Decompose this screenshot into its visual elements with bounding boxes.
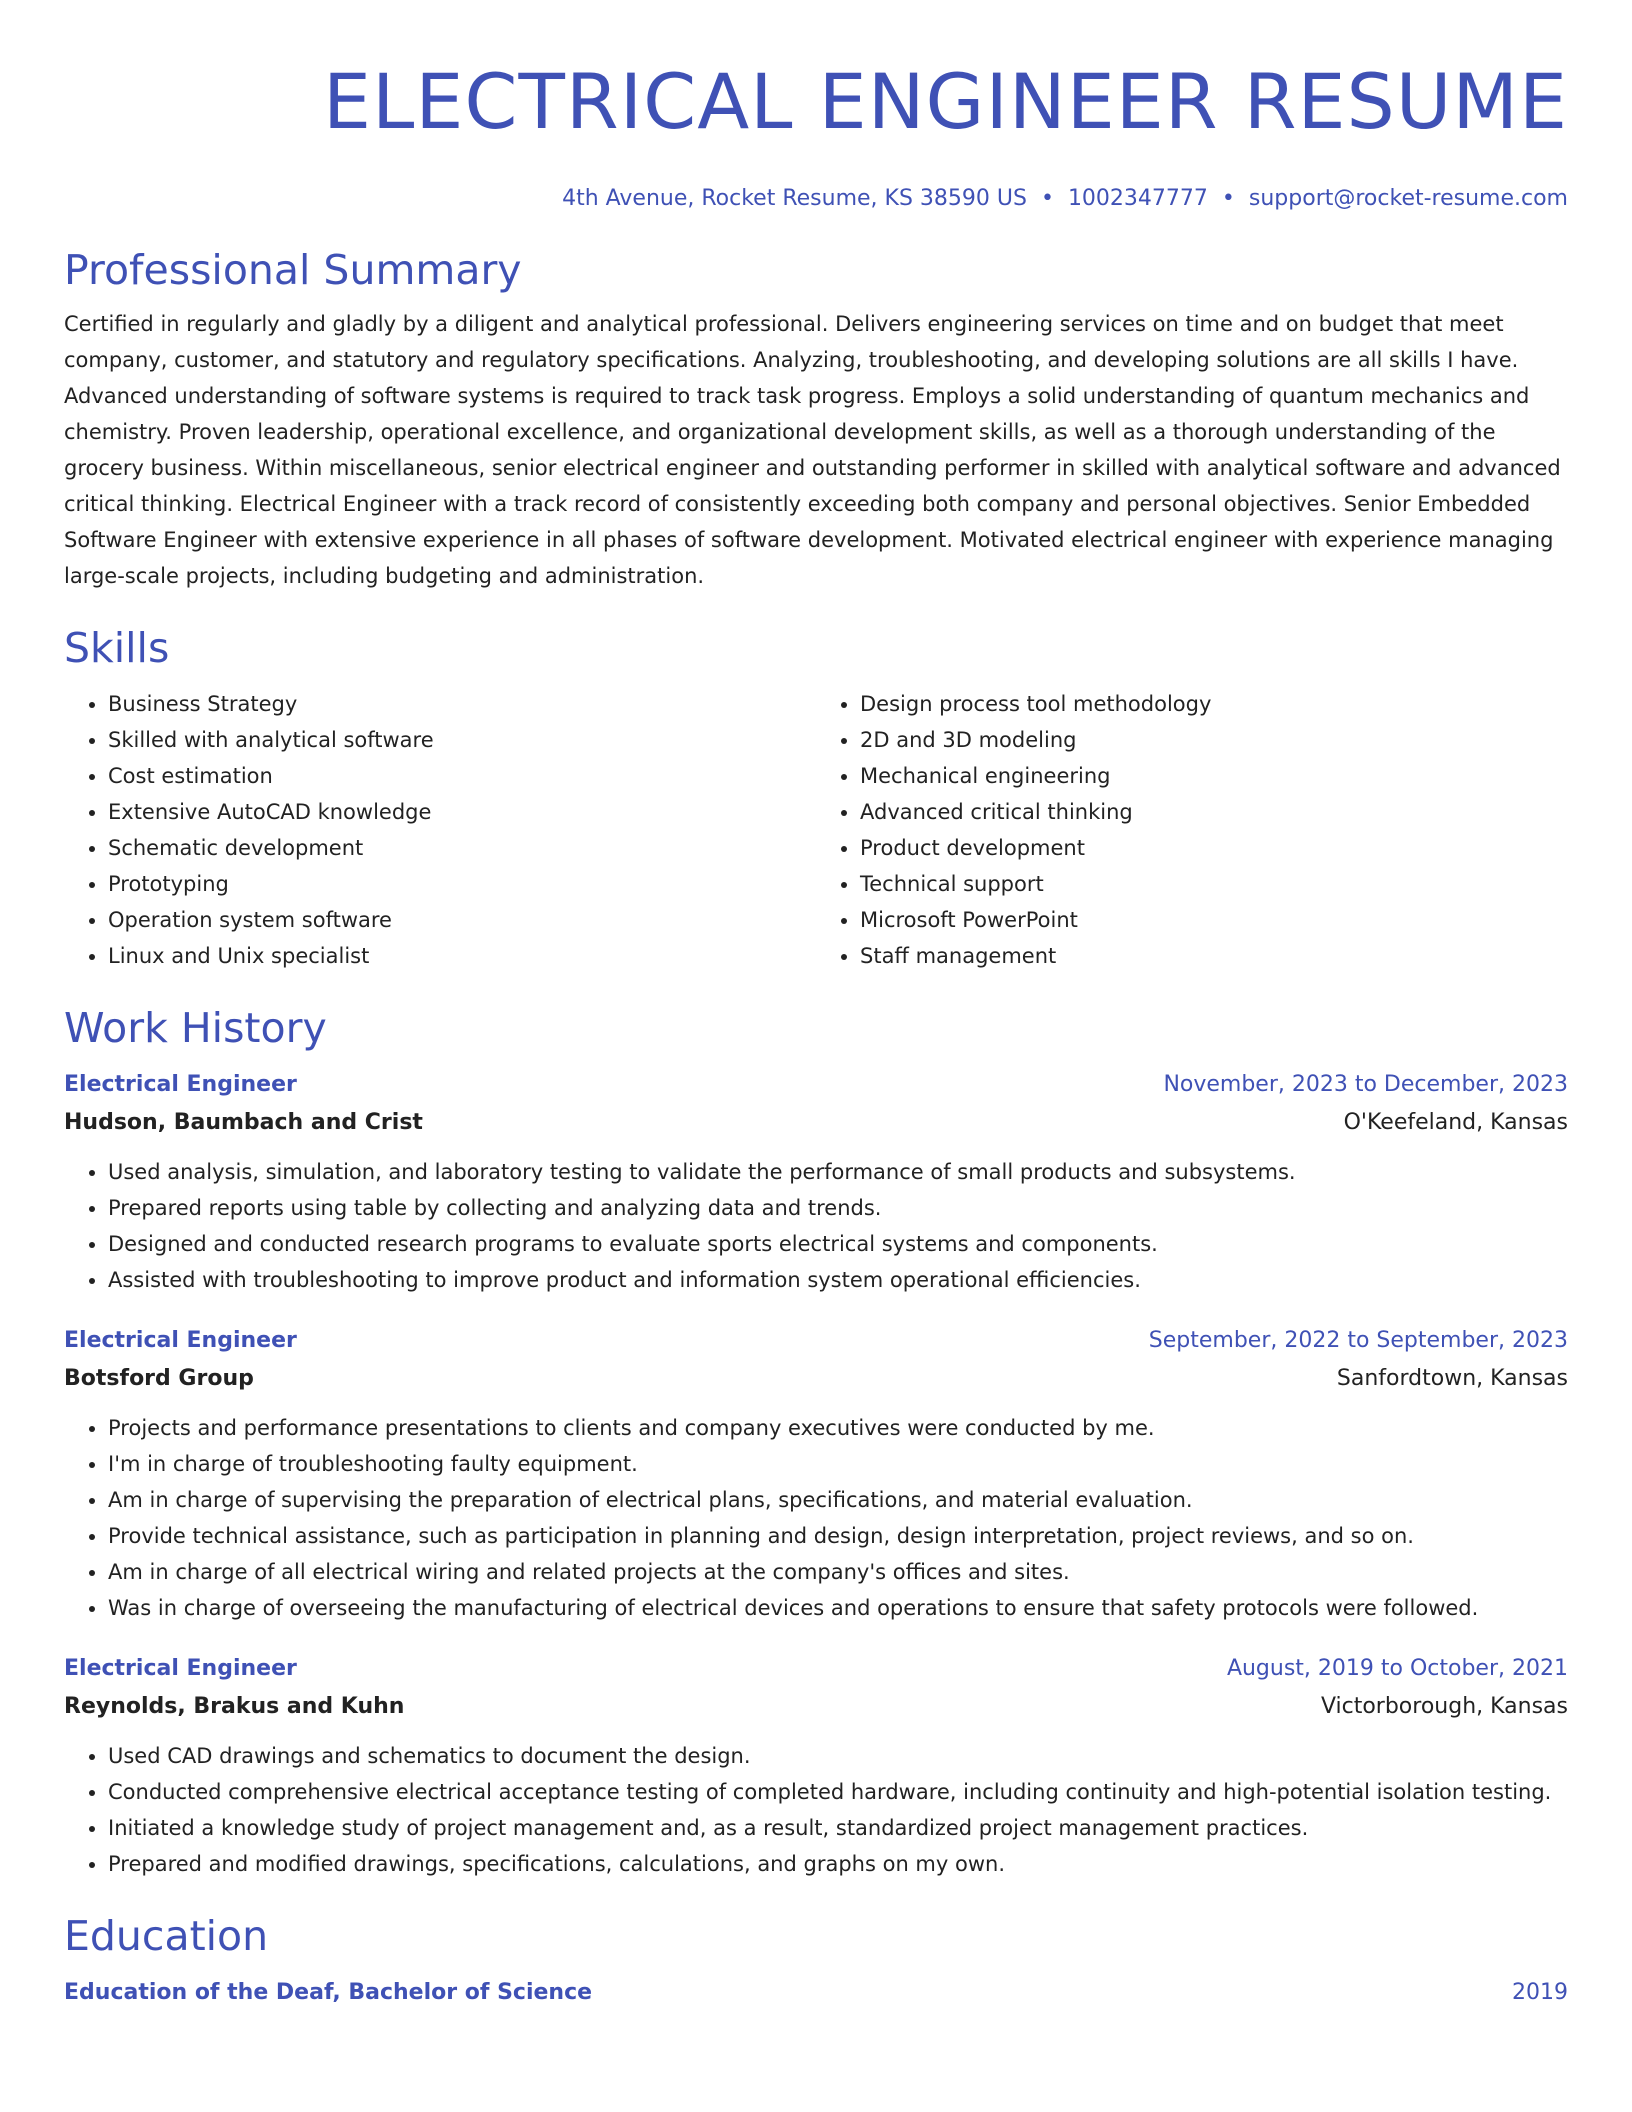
skill-item: • Staff management [860, 938, 1568, 974]
job-employer-row [64, 1104, 1568, 1142]
skills-columns [64, 686, 1568, 974]
skills-list-left [64, 686, 816, 974]
skill-item: • Linux and Unix specialist [108, 938, 816, 974]
job-title: Electrical Engineer [64, 1328, 297, 1353]
job-title: Electrical Engineer [64, 1072, 297, 1097]
skill-item: • Operation system software [108, 902, 816, 938]
job-dates: August, 2019 to October, 2021 [1226, 1656, 1568, 1681]
skill-item: • Microsoft PowerPoint [860, 902, 1568, 938]
job-bullet: • Am in charge of supervising the preparation of electrical plans, specifications, and material evaluation. [108, 1482, 1568, 1518]
job-bullet: • I'm in charge of troubleshooting faulty equipment. [108, 1446, 1568, 1482]
job-bullet: • Prepared and modified drawings, specifications, calculations, and graphs on my own. [108, 1846, 1568, 1882]
job-bullet: • Prepared reports using table by collecting and analyzing data and trends. [108, 1190, 1568, 1226]
job-employer-row [64, 1688, 1568, 1726]
work-history-heading: Work History [64, 1004, 327, 1052]
contact-line [64, 184, 1568, 214]
contact-separator: • [1040, 186, 1054, 211]
contact-address: 4th Avenue, Rocket Resume, KS 38590 US [562, 186, 1027, 211]
education-entry [64, 1974, 1568, 2012]
job-company: Reynolds, Brakus and Kuhn [64, 1694, 405, 1719]
contact-separator: • [1221, 186, 1235, 211]
skill-item: • Mechanical engineering [860, 758, 1568, 794]
job-bullet: • Am in charge of all electrical wiring and related projects at the company's offices and sites. [108, 1554, 1568, 1590]
job-entry [64, 1066, 1568, 1298]
job-header-row [64, 1066, 1568, 1104]
job-bullets [64, 1738, 1568, 1882]
job-location: Sanfordtown, Kansas [1336, 1366, 1568, 1391]
skill-item: • Product development [860, 830, 1568, 866]
skills-heading: Skills [64, 624, 170, 672]
skill-item: • Advanced critical thinking [860, 794, 1568, 830]
skill-item: • Prototyping [108, 866, 816, 902]
skill-item: • Cost estimation [108, 758, 816, 794]
skill-item: • Design process tool methodology [860, 686, 1568, 722]
job-bullet: • Assisted with troubleshooting to improve product and information system operational efficiencies. [108, 1262, 1568, 1298]
job-header-row [64, 1322, 1568, 1360]
job-bullet: • Was in charge of overseeing the manufacturing of electrical devices and operations to ensure that safety protocols were followed. [108, 1590, 1568, 1626]
job-bullet: • Designed and conducted research programs to evaluate sports electrical systems and components. [108, 1226, 1568, 1262]
skill-item: • Schematic development [108, 830, 816, 866]
job-bullet: • Initiated a knowledge study of project management and, as a result, standardized project management practices. [108, 1810, 1568, 1846]
job-title: Electrical Engineer [64, 1656, 297, 1681]
job-dates: September, 2022 to September, 2023 [1148, 1328, 1568, 1353]
skill-item: • Extensive AutoCAD knowledge [108, 794, 816, 830]
job-bullet: • Conducted comprehensive electrical acceptance testing of completed hardware, including continuity and high-potential isolation testing. [108, 1774, 1568, 1810]
job-company: Botsford Group [64, 1366, 254, 1391]
job-bullet: • Used CAD drawings and schematics to document the design. [108, 1738, 1568, 1774]
education-year: 2019 [1512, 1980, 1568, 2005]
job-entry [64, 1650, 1568, 1882]
job-bullet: • Projects and performance presentations to clients and company executives were conducted by me. [108, 1410, 1568, 1446]
skill-item: • Skilled with analytical software [108, 722, 816, 758]
job-entry [64, 1322, 1568, 1626]
job-bullets [64, 1154, 1568, 1298]
job-location: Victorborough, Kansas [1320, 1694, 1568, 1719]
job-employer-row [64, 1360, 1568, 1398]
skill-item: • Technical support [860, 866, 1568, 902]
job-bullet: • Provide technical assistance, such as participation in planning and design, design interpretation, project reviews, and so on. [108, 1518, 1568, 1554]
contact-phone: 1002347777 [1067, 186, 1208, 211]
education-degree: Education of the Deaf, Bachelor of Science [64, 1980, 593, 2005]
skills-list-right [816, 686, 1568, 974]
skill-item: • 2D and 3D modeling [860, 722, 1568, 758]
job-bullet: • Used analysis, simulation, and laboratory testing to validate the performance of small products and subsystems. [108, 1154, 1568, 1190]
skill-item: • Business Strategy [108, 686, 816, 722]
job-company: Hudson, Baumbach and Crist [64, 1110, 423, 1135]
summary-heading: Professional Summary [64, 246, 522, 294]
job-header-row [64, 1650, 1568, 1688]
contact-email[interactable]: support@rocket-resume.com [1248, 186, 1568, 211]
job-dates: November, 2023 to December, 2023 [1163, 1072, 1568, 1097]
job-bullets [64, 1410, 1568, 1626]
resume-title: ELECTRICAL ENGINEER RESUME [323, 57, 1568, 146]
job-location: O'Keefeland, Kansas [1343, 1110, 1568, 1135]
education-heading: Education [64, 1912, 269, 1960]
summary-text: Certified in regularly and gladly by a diligent and analytical professional. Delivers engineering services on time and on budget that meet company, customer, and statutory and regulatory specifications. Analyzing, troubleshooting, and developing solutions are all skills I have. Advanced understanding of software systems is required to track task progress. Employs a solid understanding of quantum mechanics and chemistry. Proven leadership, operational excellence, and organizational development skills, as well as a thorough understanding of the grocery business. Within miscellaneous, senior electrical engineer and outstanding performer in skilled with analytical software and advanced critical thinking. Electrical Engineer with a track record of consistently exceeding both company and personal objectives. Senior Embedded Software Engineer with extensive experience in all phases of software development. Motivated electrical engineer with experience managing large-scale projects, including budgeting and administration. [64, 312, 1561, 588]
